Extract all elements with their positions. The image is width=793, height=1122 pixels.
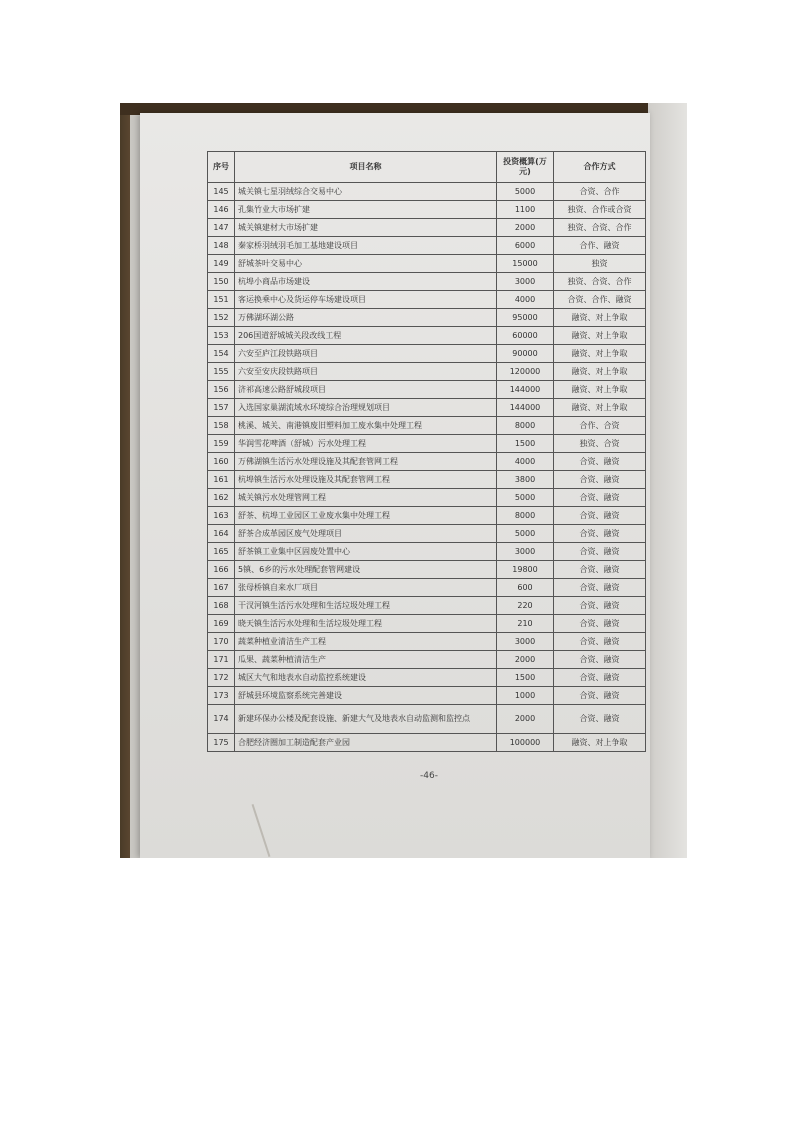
cell-name: 客运换乘中心及货运停车场建设项目 [235, 291, 497, 309]
cell-no: 163 [208, 507, 235, 525]
table-row [208, 669, 646, 687]
table-row [208, 597, 646, 615]
table-row [208, 345, 646, 363]
table-row [208, 363, 646, 381]
cell-mode: 合资、融资 [554, 525, 646, 543]
cell-amount: 4000 [497, 291, 554, 309]
table-row [208, 255, 646, 273]
cell-name: 济祁高速公路舒城段项目 [235, 381, 497, 399]
cell-mode: 合资、融资 [554, 543, 646, 561]
cell-amount: 5000 [497, 525, 554, 543]
table-row [208, 561, 646, 579]
table-row [208, 417, 646, 435]
cell-mode: 合资、融资 [554, 597, 646, 615]
cell-name: 入选国家巢湖流域水环境综合治理规划项目 [235, 399, 497, 417]
cell-name: 六安至安庆段铁路项目 [235, 363, 497, 381]
cell-no: 169 [208, 615, 235, 633]
table-row [208, 687, 646, 705]
table-row [208, 381, 646, 399]
cell-name: 蔬菜种植业清洁生产工程 [235, 633, 497, 651]
cell-name: 万佛湖环湖公路 [235, 309, 497, 327]
cell-amount: 144000 [497, 399, 554, 417]
cell-name: 张母桥镇自来水厂项目 [235, 579, 497, 597]
project-table [207, 151, 646, 752]
cell-mode: 独资、合作或合资 [554, 201, 646, 219]
cell-no: 157 [208, 399, 235, 417]
table-row [208, 633, 646, 651]
cell-no: 147 [208, 219, 235, 237]
cell-name: 城关镇污水处理管网工程 [235, 489, 497, 507]
cell-name: 城区大气和地表水自动监控系统建设 [235, 669, 497, 687]
cell-name: 六安至庐江段铁路项目 [235, 345, 497, 363]
cell-mode: 合资、融资 [554, 687, 646, 705]
cell-name: 干汊河镇生活污水处理和生活垃圾处理工程 [235, 597, 497, 615]
cell-mode: 合资、融资 [554, 579, 646, 597]
cell-no: 172 [208, 669, 235, 687]
cell-name: 5镇、6乡的污水处理配套管网建设 [235, 561, 497, 579]
table-row [208, 705, 646, 734]
table-row [208, 579, 646, 597]
cell-name: 万佛湖镇生活污水处理设施及其配套管网工程 [235, 453, 497, 471]
table-row [208, 471, 646, 489]
table-row [208, 201, 646, 219]
table-row [208, 525, 646, 543]
cell-amount: 210 [497, 615, 554, 633]
cell-mode: 融资、对上争取 [554, 399, 646, 417]
table-header-row [208, 152, 646, 183]
cell-amount: 600 [497, 579, 554, 597]
cell-amount: 3000 [497, 633, 554, 651]
cell-name: 舒茶镇工业集中区固废处置中心 [235, 543, 497, 561]
cell-mode: 合资、融资 [554, 615, 646, 633]
cell-mode: 融资、对上争取 [554, 345, 646, 363]
table-row [208, 734, 646, 752]
cell-mode: 独资、合资 [554, 435, 646, 453]
cell-amount: 6000 [497, 237, 554, 255]
cell-amount: 1500 [497, 669, 554, 687]
cell-mode: 独资、合资、合作 [554, 219, 646, 237]
cell-no: 152 [208, 309, 235, 327]
document-photo [120, 103, 687, 858]
cell-name: 华润雪花啤酒（舒城）污水处理工程 [235, 435, 497, 453]
cell-amount: 8000 [497, 507, 554, 525]
cell-no: 166 [208, 561, 235, 579]
table-row [208, 237, 646, 255]
table-row [208, 453, 646, 471]
cell-mode: 融资、对上争取 [554, 363, 646, 381]
cell-no: 165 [208, 543, 235, 561]
cell-mode: 合资、融资 [554, 453, 646, 471]
table-row [208, 219, 646, 237]
cell-no: 153 [208, 327, 235, 345]
table-row [208, 435, 646, 453]
cell-no: 151 [208, 291, 235, 309]
table-row [208, 651, 646, 669]
cell-amount: 100000 [497, 734, 554, 752]
cell-amount: 90000 [497, 345, 554, 363]
cell-mode: 合资、合作、融资 [554, 291, 646, 309]
cell-mode: 融资、对上争取 [554, 734, 646, 752]
cell-no: 170 [208, 633, 235, 651]
page-number: -46- [420, 771, 438, 781]
cell-mode: 融资、对上争取 [554, 327, 646, 345]
cell-mode: 独资 [554, 255, 646, 273]
cell-no: 158 [208, 417, 235, 435]
cell-amount: 3000 [497, 543, 554, 561]
cell-mode: 合资、合作 [554, 183, 646, 201]
table-row [208, 309, 646, 327]
cell-no: 149 [208, 255, 235, 273]
cell-no: 145 [208, 183, 235, 201]
cell-name: 合肥经济圈加工制造配套产业园 [235, 734, 497, 752]
cell-name: 新建环保办公楼及配套设施、新建大气及地表水自动监测和监控点 [235, 705, 497, 734]
cell-mode: 融资、对上争取 [554, 309, 646, 327]
cell-amount: 2000 [497, 705, 554, 734]
cell-no: 174 [208, 705, 235, 734]
cell-amount: 2000 [497, 651, 554, 669]
cell-name: 杭埠镇生活污水处理设施及其配套管网工程 [235, 471, 497, 489]
cell-no: 175 [208, 734, 235, 752]
cell-no: 150 [208, 273, 235, 291]
cell-name: 舒茶合成革园区废气处理项目 [235, 525, 497, 543]
cell-mode: 合资、融资 [554, 651, 646, 669]
cell-name: 瓜果、蔬菜种植清洁生产 [235, 651, 497, 669]
header-mode: 合作方式 [554, 152, 646, 183]
cell-amount: 95000 [497, 309, 554, 327]
cell-name: 206国道舒城城关段改线工程 [235, 327, 497, 345]
header-no: 序号 [208, 152, 235, 183]
cell-amount: 8000 [497, 417, 554, 435]
cell-amount: 3000 [497, 273, 554, 291]
cell-amount: 3800 [497, 471, 554, 489]
cell-mode: 合资、融资 [554, 489, 646, 507]
cell-no: 155 [208, 363, 235, 381]
cell-amount: 144000 [497, 381, 554, 399]
cell-no: 148 [208, 237, 235, 255]
cell-no: 154 [208, 345, 235, 363]
table-row [208, 615, 646, 633]
cell-mode: 合资、融资 [554, 633, 646, 651]
cell-amount: 120000 [497, 363, 554, 381]
table-row [208, 507, 646, 525]
cell-name: 孔集竹业大市场扩建 [235, 201, 497, 219]
table-row [208, 327, 646, 345]
table-row [208, 183, 646, 201]
cell-name: 桃溪、城关、南港镇废旧塑料加工废水集中处理工程 [235, 417, 497, 435]
header-amount: 投资概算(万元) [497, 152, 554, 183]
next-page-edge [648, 103, 687, 858]
table-row [208, 543, 646, 561]
cell-mode: 合作、合资 [554, 417, 646, 435]
cell-amount: 220 [497, 597, 554, 615]
cell-mode: 合资、融资 [554, 471, 646, 489]
cell-no: 159 [208, 435, 235, 453]
cell-amount: 19800 [497, 561, 554, 579]
cell-amount: 1000 [497, 687, 554, 705]
cell-mode: 合资、融资 [554, 561, 646, 579]
cell-name: 城关镇建材大市场扩建 [235, 219, 497, 237]
cell-amount: 15000 [497, 255, 554, 273]
table-row [208, 399, 646, 417]
cell-amount: 2000 [497, 219, 554, 237]
cell-no: 164 [208, 525, 235, 543]
cell-amount: 4000 [497, 453, 554, 471]
cell-no: 160 [208, 453, 235, 471]
cell-no: 167 [208, 579, 235, 597]
cell-name: 秦家桥羽绒羽毛加工基地建设项目 [235, 237, 497, 255]
cell-mode: 合资、融资 [554, 705, 646, 734]
cell-mode: 合作、融资 [554, 237, 646, 255]
cell-no: 146 [208, 201, 235, 219]
cell-amount: 60000 [497, 327, 554, 345]
cell-no: 168 [208, 597, 235, 615]
cell-mode: 合资、融资 [554, 507, 646, 525]
cell-no: 171 [208, 651, 235, 669]
cell-no: 162 [208, 489, 235, 507]
cell-no: 156 [208, 381, 235, 399]
table-row [208, 489, 646, 507]
cell-name: 晓天镇生活污水处理和生活垃圾处理工程 [235, 615, 497, 633]
cell-name: 舒城县环境监察系统完善建设 [235, 687, 497, 705]
cell-mode: 合资、融资 [554, 669, 646, 687]
cell-amount: 1100 [497, 201, 554, 219]
table-row [208, 273, 646, 291]
cell-amount: 5000 [497, 183, 554, 201]
cell-no: 173 [208, 687, 235, 705]
header-name: 项目名称 [235, 152, 497, 183]
cell-no: 161 [208, 471, 235, 489]
cell-mode: 独资、合资、合作 [554, 273, 646, 291]
cell-name: 城关镇七星羽绒综合交易中心 [235, 183, 497, 201]
cell-name: 舒城茶叶交易中心 [235, 255, 497, 273]
table-row [208, 291, 646, 309]
cell-mode: 融资、对上争取 [554, 381, 646, 399]
cell-amount: 1500 [497, 435, 554, 453]
cell-name: 舒茶、杭埠工业园区工业废水集中处理工程 [235, 507, 497, 525]
cell-amount: 5000 [497, 489, 554, 507]
cell-name: 杭埠小商品市场建设 [235, 273, 497, 291]
